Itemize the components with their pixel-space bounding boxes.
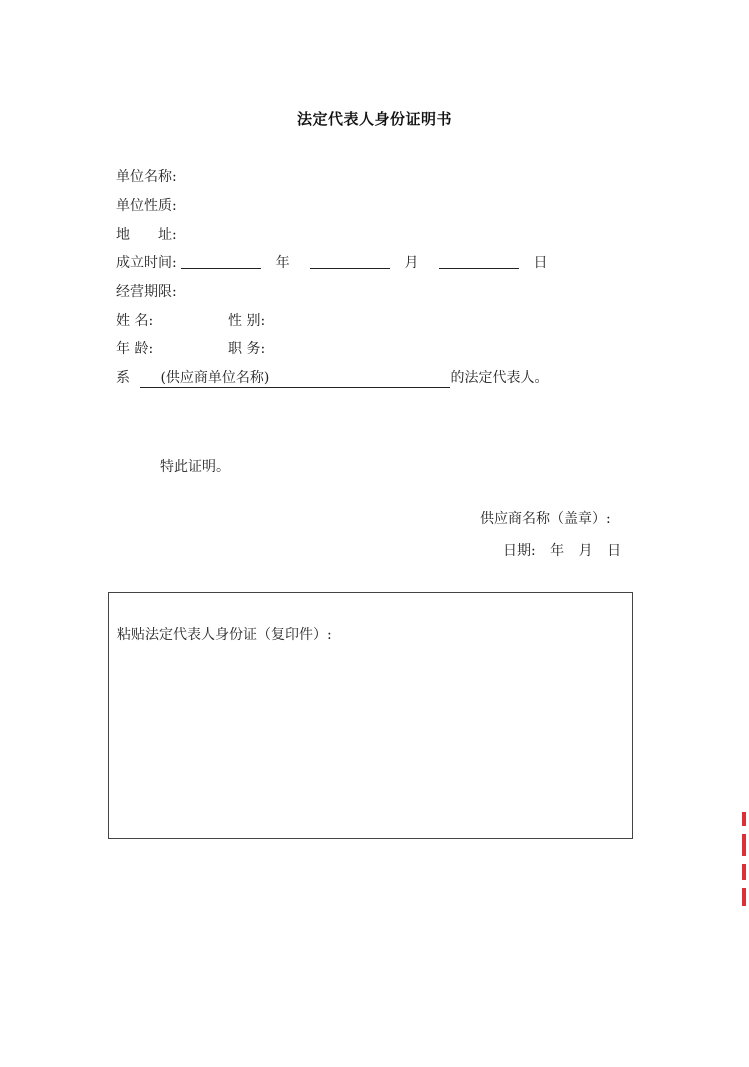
signature-year-unit: 年 (550, 543, 565, 559)
established-label: 成立时间: (116, 255, 177, 271)
established-year-blank (181, 254, 261, 269)
established-line (116, 254, 563, 272)
established-day-unit: 日 (533, 255, 548, 271)
red-mark (742, 888, 746, 906)
business-term-line (116, 283, 177, 301)
unit-nature-line (116, 197, 177, 215)
red-mark (742, 812, 746, 826)
red-edge-marks (742, 812, 749, 912)
certification-text: 特此证明。 (160, 459, 230, 475)
age-position-line (116, 340, 416, 358)
established-day-blank (439, 254, 519, 269)
representative-suffix: 的法定代表人。 (450, 370, 549, 386)
document-title: 法定代表人身份证明书 (296, 110, 452, 128)
id-copy-label: 粘贴法定代表人身份证（复印件）: (117, 627, 332, 643)
business-term-label: 经营期限: (116, 284, 177, 300)
position-label: 职 务: (228, 341, 266, 357)
name-gender-line (116, 312, 416, 330)
supplier-seal-label: 供应商名称（盖章）: (480, 511, 611, 527)
signature-date-line (503, 540, 621, 560)
established-month-unit: 月 (404, 255, 419, 271)
unit-nature-label: 单位性质: (116, 198, 177, 214)
signature-day-unit: 日 (607, 543, 622, 559)
red-mark (742, 864, 746, 880)
established-year-unit: 年 (275, 255, 290, 271)
red-mark (742, 834, 746, 856)
id-copy-paste-box (108, 592, 633, 839)
supplier-name-placeholder: (供应商单位名称) (140, 369, 450, 388)
established-month-blank (310, 254, 390, 269)
address-label: 地 址: (116, 227, 177, 243)
unit-name-label: 单位名称: (116, 169, 177, 185)
signature-date-label: 日期: (503, 543, 536, 559)
unit-name-line (116, 168, 177, 186)
age-label: 年 龄: (116, 341, 154, 357)
gender-label: 性 别: (228, 313, 266, 329)
address-line (116, 226, 177, 244)
signature-month-unit: 月 (578, 543, 593, 559)
is-prefix: 系 (116, 370, 130, 386)
representative-line (116, 369, 548, 388)
name-label: 姓 名: (116, 313, 154, 329)
